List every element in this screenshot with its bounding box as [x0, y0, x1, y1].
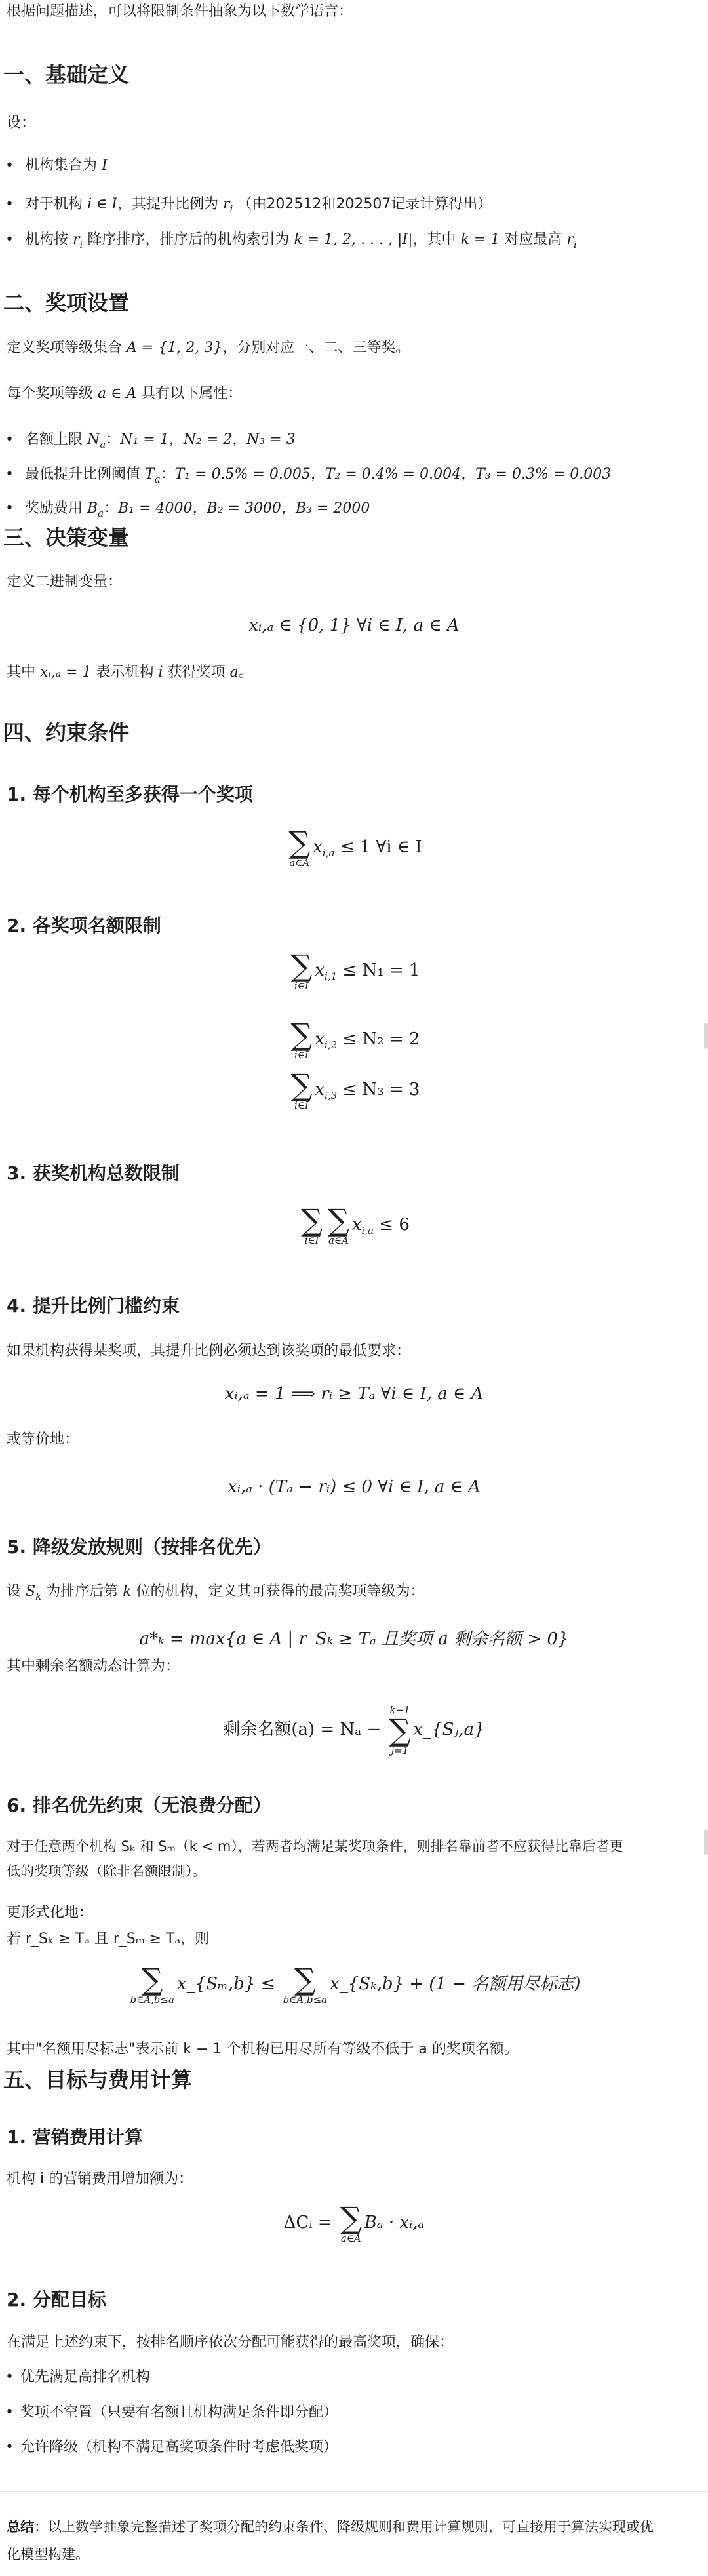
section-2-title: 二、奖项设置 [3, 290, 130, 315]
constraint-4-or: 或等价地： [7, 1431, 79, 1448]
scrollbar-thumb-2[interactable] [704, 1829, 708, 1855]
bullet-institution-set: • 机构集合为 I [5, 155, 108, 176]
summary-line-2: 化模型构建。 [7, 2546, 89, 2562]
binary-var-def: 定义二进制变量： [7, 574, 123, 590]
constraint-2-eq-2: ∑ i∈I $x_{i,2} \le N_2 = 2$ [290, 1017, 420, 1061]
constraint-5-title: 5. 降级发放规则（按排名优先） [7, 1536, 271, 1558]
constraint-6-text-line-2: 低的奖项等级（除非名额限制）。 [7, 1863, 206, 1879]
constraint-4-equation-2: xᵢ,ₐ · (Tₐ − rᵢ) ≤ 0 ∀i ∈ I, a ∈ A [227, 1477, 481, 1497]
section-3-title: 三、决策变量 [3, 525, 130, 550]
award-set-definition: 定义奖项等级集合 A = {1, 2, 3}，分别对应一、二、三等奖。 [7, 340, 410, 356]
binary-var-equation: xᵢ,ₐ ∈ {0, 1} ∀i ∈ I, a ∈ A [248, 616, 460, 635]
bullet-improvement-ratio: • 对于机构 i ∈ I，其提升比例为 $r_i$ （由202512和202507记录计算得出） [5, 194, 492, 220]
bullet-threshold: • 最低提升比例阈值 $T_a$：T₁ = 0.5% = 0.005，T₂ = 0.4% = 0.004，T₃ = 0.3% = 0.003 [5, 464, 611, 490]
set-label: 设： [7, 115, 36, 131]
divider [0, 2491, 708, 2492]
bullet-cost: • 奖励费用 $B_a$：B₁ = 4000，B₂ = 3000，B₃ = 2000 [5, 498, 370, 524]
constraint-1-title: 1. 每个机构至多获得一个奖项 [7, 783, 253, 805]
summary-line-1: 总结：以上数学抽象完整描述了奖项分配的约束条件、降级规则和费用计算规则，可直接用于算法实现或优 [7, 2519, 654, 2535]
constraint-4-text: 如果机构获得某奖项，其提升比例必须达到该奖项的最低要求： [7, 1343, 411, 1359]
constraint-5-text: 设 $S_k$ 为排序后第 k 位的机构，定义其可获得的最高奖项等级为： [7, 1583, 425, 1602]
constraint-1-equation: ∑ a∈A $x_{i,a} \le 1$ ∀i ∈ I [288, 825, 422, 869]
constraint-2-title: 2. 各奖项名额限制 [7, 915, 161, 936]
award-attr-intro: 每个奖项等级 a ∈ A 具有以下属性： [7, 386, 243, 402]
section-4-title: 四、约束条件 [3, 720, 130, 745]
constraint-2-eq-1: ∑ i∈I $x_{i,1} \le N_1 = 1$ [290, 948, 420, 992]
goal-item-3: • 允许降级（机构不满足高奖项条件时考虑低奖项） [5, 2437, 338, 2458]
constraint-6-title: 6. 排名优先约束（无浪费分配） [7, 1794, 271, 1816]
constraint-3-equation: ∑ i∈I ∑ a∈A $x_{i,a} \le 6$ [301, 1202, 410, 1246]
constraint-5-remaining-text: 其中剩余名额动态计算为： [7, 1658, 180, 1674]
constraint-6-formal: 更形式化地： [7, 1905, 94, 1921]
intro-text: 根据问题描述，可以将限制条件抽象为以下数学语言： [7, 3, 353, 20]
goal-item-1: • 优先满足高排名机构 [5, 2367, 150, 2388]
summary-label: 总结 [7, 2519, 34, 2535]
constraint-3-title: 3. 获奖机构总数限制 [7, 1162, 180, 1184]
constraint-6-note: 其中"名额用尽标志"表示前 k − 1 个机构已用尽所有等级不低于 a 的奖项名额。 [7, 2041, 519, 2057]
constraint-6-condition: 若 r_Sₖ ≥ Tₐ 且 r_Sₘ ≥ Tₐ，则 [7, 1931, 210, 1947]
constraint-2-eq-3: ∑ i∈I $x_{i,3} \le N_3 = 3$ [290, 1067, 420, 1111]
constraint-4-equation: xᵢ,ₐ = 1 ⟹ rᵢ ≥ Tₐ ∀i ∈ I, a ∈ A [224, 1384, 484, 1404]
objective-2-title: 2. 分配目标 [7, 2289, 106, 2310]
objective-1-equation: ΔCᵢ = ∑ a∈A Bₐ · xᵢ,ₐ [283, 2200, 425, 2244]
objective-2-text: 在满足上述约束下，按排名顺序依次分配可能获得的最高奖项，确保： [7, 2334, 454, 2350]
binary-var-note: 其中 xᵢ,ₐ = 1 表示机构 i 获得奖项 a。 [7, 664, 253, 681]
section-5-title: 五、目标与费用计算 [3, 2067, 193, 2092]
section-1-title: 一、基础定义 [3, 62, 130, 87]
constraint-5-equation: a*ₖ = max{a ∈ A | r_Sₖ ≥ Tₐ 且奖项 a 剩余名额 > 0} [139, 1629, 569, 1649]
scrollbar-thumb[interactable] [704, 1023, 708, 1049]
bullet-ranking: • 机构按 $r_i$ 降序排序，排序后的机构索引为 k = 1, 2, . . . , |I|，其中 k = 1 对应最高 $r_i$ [5, 229, 577, 255]
objective-1-title: 1. 营销费用计算 [7, 2126, 143, 2148]
goal-item-2: • 奖项不空置（只要有名额且机构满足条件即分配） [5, 2402, 338, 2423]
objective-1-text: 机构 i 的营销费用增加额为： [7, 2171, 193, 2187]
constraint-4-title: 4. 提升比例门槛约束 [7, 1295, 180, 1317]
constraint-5-remaining-equation: 剩余名额(a) = Nₐ − k−1 ∑ j=1 x_{Sⱼ,a} [223, 1704, 485, 1756]
bullet-quota: • 名额上限 $N_a$：N₁ = 1，N₂ = 2，N₃ = 3 [5, 429, 296, 455]
constraint-6-text-line-1: 对于任意两个机构 Sₖ 和 Sₘ（k < m），若两者均满足某奖项条件，则排名靠前者不应获得比靠后者更 [7, 1838, 623, 1854]
constraint-6-equation: ∑ b∈A,b≤a x_{Sₘ,b} ≤ ∑ b∈A,b≤a x_{Sₖ,b} + (1 − 名额用尽标志) [130, 1962, 581, 2006]
